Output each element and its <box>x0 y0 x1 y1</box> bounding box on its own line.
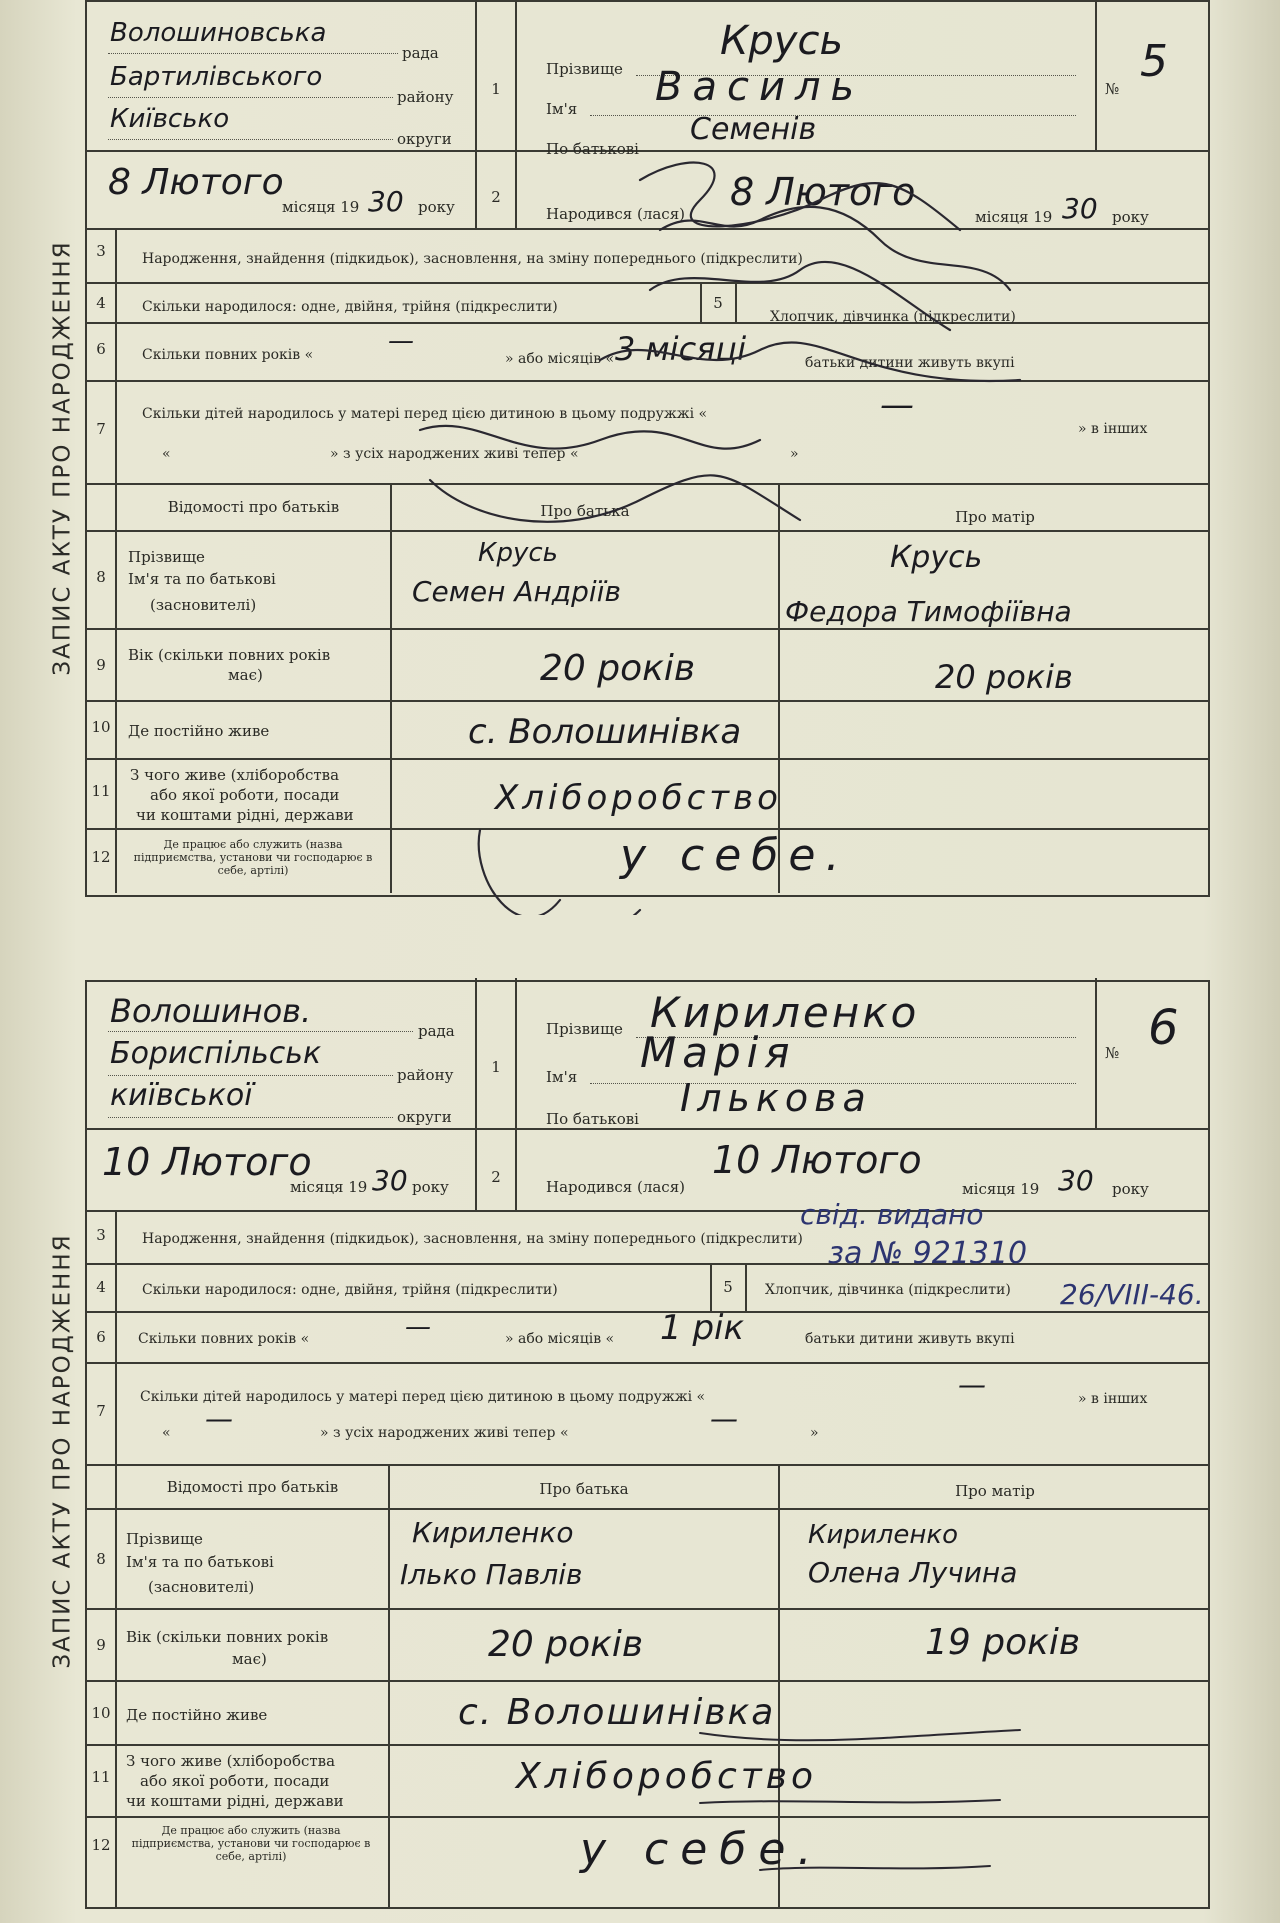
mother-header: Про матір <box>955 508 1035 526</box>
r8-name-label: Ім'я та по батькові <box>126 1553 274 1571</box>
name-value: Марія <box>640 1028 796 1077</box>
works-at-value: у себе. <box>580 1824 824 1875</box>
row7-other-label: » в інших <box>1078 1391 1148 1407</box>
children-alive-value: — <box>710 1402 738 1435</box>
born-month-label: місяця 19 <box>975 208 1053 226</box>
row6-together-label: батьки дитини живуть вкупі <box>805 355 1015 371</box>
mother-name: Федора Тимофіївна <box>785 595 1072 628</box>
father-header: Про батька <box>539 1480 629 1498</box>
rada-label: рада <box>418 1022 455 1040</box>
row6-months-label: » або місяців « <box>505 351 615 367</box>
patronymic-value: Ількова <box>680 1076 872 1120</box>
row7-label: Скільки дітей народилось у матері перед цією дитиною в цьому подружжі « <box>140 1389 706 1405</box>
surname-value: Кириленко <box>650 988 920 1037</box>
certificate-date-note: 26/VIII-46. <box>1060 1278 1204 1311</box>
r10-label: Де постійно живе <box>128 722 270 740</box>
month-label: місяця 19 <box>290 1178 368 1196</box>
r12-label: Де працює або служить (назва підприємства, установи чи господарює в себе, артілі) <box>131 1824 371 1863</box>
r11-work-label: або якої роботи, посади <box>140 1772 330 1790</box>
name-label: Ім'я <box>546 100 578 118</box>
born-label: Народився (лася) <box>546 205 686 223</box>
residence-value: с. Волошинівка <box>458 1692 776 1733</box>
r9-has-label: має) <box>232 1650 267 1668</box>
row3-label: Народження, знайдення (підкидьок), засновлення, на зміну попереднього (підкреслити) <box>142 251 803 267</box>
mother-age: 20 років <box>935 658 1073 696</box>
handwritten-scribble-icon <box>0 0 1280 915</box>
name-label: Ім'я <box>546 1068 578 1086</box>
record-number: 5 <box>1140 36 1168 87</box>
r11-funds-label: чи коштами рідні, держави <box>126 1792 344 1810</box>
year-label: року <box>412 1178 449 1196</box>
mother-name: Олена Лучина <box>808 1556 1018 1589</box>
row4-label: Скільки народилося: одне, двійня, трійня (підкреслити) <box>142 299 558 315</box>
father-surname: Кириленко <box>412 1516 574 1549</box>
parents-header: Відомості про батьків <box>166 1478 339 1496</box>
name-value: Василь <box>655 64 865 110</box>
row4-label: Скільки народилося: одне, двійня, трійня (підкреслити) <box>142 1282 558 1298</box>
row7-alive-label: » з усіх народжених живі тепер « <box>320 1425 569 1441</box>
row3-label: Народження, знайдення (підкидьок), засновлення, на зміну попереднього (підкреслити) <box>142 1231 803 1247</box>
certificate-number-note: за № 921310 <box>828 1236 1028 1271</box>
r8-founder-label: (засновителі) <box>148 1578 255 1596</box>
number-label: № <box>1105 80 1120 98</box>
okruha-value: Київсько <box>110 104 230 134</box>
father-name: Ілько Павлів <box>400 1558 583 1591</box>
raion-label: району <box>397 1066 454 1084</box>
row5-label: Хлопчик, дівчинка (підкреслити) <box>770 309 1016 325</box>
born-year-label: року <box>1112 208 1149 226</box>
row7-label: Скільки дітей народилось у матері перед цією дитиною в цьому подружжі « <box>142 406 708 422</box>
residence-value: с. Волошинівка <box>468 712 742 752</box>
row5-label: Хлопчик, дівчинка (підкреслити) <box>765 1282 1011 1298</box>
born-day-value: 8 Лютого <box>730 170 916 214</box>
row7-other-label: » в інших <box>1078 421 1148 437</box>
r9-has-label: має) <box>228 666 263 684</box>
okruha-label: округи <box>397 130 452 148</box>
birth-record-2: ЗАПИС АКТУ ПРО НАРОДЖЕННЯ Волошинов. рада Бориспільськ району київської округи 10 Лютого місяця 19 30 року 1 2 Прізвище Кириленко Ім'я Марія По батькові Ількова № 6 Народився (лася) 10 Лютого місяця 19 30 року свід. видано за № 921310 26/VIII-46. 3 Народження, знайдення (підкидьок), засновлення, на зміну попереднього (підкреслити) 4 Скільки народилося: одне, двійня, трійня (підкреслити) 5 Хлопчик, дівчинка (підкреслити) 6 Скільки повних років « — » або місяців « 1 рік батьки дитини живуть вкупі 7 Скільки дітей народилось у матері перед цією дитиною в цьому подружжі « — » в інших « — » з усіх народжених живі тепер « — » Відомості про батьків Про батька Про матір 8 Прізвище Ім'я та по батькові (засновителі) Кириленко Ілько Павлів Кириленко Олена Лучина 9 Вік (скільки повних років має) 20 років 19 років 10 Де постійно живе с. Волошинівка 11 З чого живе (хліборобства або якої роботи, посади чи коштами рідні, держави Хліборобство 12 Де працює або служить (назва підприємства, установи чи господарює в себе, артілі) у себе. <box>0 978 1280 1923</box>
r8-founder-label: (засновителі) <box>150 596 257 614</box>
row6-label: Скільки повних років « <box>138 1331 310 1347</box>
r11-label: З чого живе (хліборобства <box>130 766 340 784</box>
works-at-value: у себе. <box>620 830 850 881</box>
children-before-value: — <box>958 1368 986 1401</box>
r8-label: Прізвище <box>128 548 205 566</box>
parents-header: Відомості про батьків <box>167 498 340 516</box>
father-name: Семен Андріїв <box>412 575 621 608</box>
surname-label: Прізвище <box>546 1020 623 1038</box>
raion-label: району <box>397 88 454 106</box>
father-header: Про батька <box>540 502 630 520</box>
okruha-label: округи <box>397 1108 452 1126</box>
row7-end-label: » <box>810 1425 819 1441</box>
born-day-value: 10 Лютого <box>712 1138 922 1182</box>
record-date-year: 30 <box>368 185 404 218</box>
years-together-value: — <box>388 326 414 356</box>
born-label: Народився (лася) <box>546 1178 686 1196</box>
row6-label: Скільки повних років « <box>142 347 314 363</box>
side-title: ЗАПИС АКТУ ПРО НАРОДЖЕННЯ <box>50 1232 76 1669</box>
r12-label: Де працює або служить (назва підприємства, установи чи господарює в себе, артілі) <box>133 838 373 877</box>
r8-label: Прізвище <box>126 1530 203 1548</box>
raion-value: Бориспільськ <box>110 1036 322 1071</box>
father-surname: Крусь <box>478 538 558 568</box>
occupation-value: Хліборобство <box>495 778 782 818</box>
month-label: місяця 19 <box>282 198 360 216</box>
children-before-value: — <box>880 385 914 425</box>
mother-age: 19 років <box>925 1622 1081 1663</box>
r11-label: З чого живе (хліборобства <box>126 1752 336 1770</box>
row7-quote-label: « <box>162 446 171 462</box>
years-together-value: — <box>405 1312 431 1342</box>
raion-value: Бартилівського <box>110 62 323 92</box>
father-age: 20 років <box>488 1624 644 1665</box>
certificate-note: свід. видано <box>800 1198 984 1231</box>
born-year-value: 30 <box>1062 192 1098 225</box>
r9-label: Вік (скільки повних років <box>126 1628 329 1646</box>
number-label: № <box>1105 1044 1120 1062</box>
rada-label: рада <box>402 44 439 62</box>
surname-value: Крусь <box>720 18 844 64</box>
birth-record-1: ЗАПИС АКТУ ПРО НАРОДЖЕННЯ Волошиновська рада Бартилівського району Київсько округи 8 Лютого місяця 19 30 року 1 2 Прізвище Крусь Ім'я Василь По батькові Семенів № 5 Народився (лася) 8 Лютого місяця 19 30 року 3 Народження, знайдення (підкидьок), засновлення, на зміну попереднього (підкреслити) 4 Скільки народилося: одне, двійня, трійня (підкреслити) 5 Хлопчик, дівчинка (підкреслити) 6 Скільки повних років « — » або місяців « 3 місяці батьки дитини живуть вкупі 7 Скільки дітей народилось у матері перед цією дитиною в цьому подружжі « — » в інших « » з усіх народжених живі тепер « » Відомості про батьків Про батька Про матір 8 Прізвище Ім'я та по батькові (засновителі) Крусь Семен Андріїв Крусь Федора Тимофіївна 9 Вік (скільки повних років має) 20 років 20 років 10 Де постійно живе с. Волошинівка 11 З чого живе (хліборобства або якої роботи, посади чи коштами рідні, держави Хліборобство 12 Де працює або служить (назва підприємства, установи чи господарює в себе, артілі) у себе. <box>0 0 1280 915</box>
handwritten-underline-icon <box>0 978 1280 1923</box>
born-year-value: 30 <box>1058 1164 1094 1197</box>
row6-together-label: батьки дитини живуть вкупі <box>805 1331 1015 1347</box>
months-together-value: 1 рік <box>660 1308 745 1348</box>
r10-label: Де постійно живе <box>126 1706 268 1724</box>
mother-header: Про матір <box>955 1482 1035 1500</box>
r11-funds-label: чи коштами рідні, держави <box>136 806 354 824</box>
r9-label: Вік (скільки повних років <box>128 646 331 664</box>
patronymic-label: По батькові <box>546 140 639 158</box>
row7-end-label: » <box>790 446 799 462</box>
r11-work-label: або якої роботи, посади <box>150 786 340 804</box>
born-year-label: року <box>1112 1180 1149 1198</box>
occupation-value: Хліборобство <box>516 1756 817 1797</box>
rada-value: Волошиновська <box>110 18 327 48</box>
surname-label: Прізвище <box>546 60 623 78</box>
row7-quote-label: « <box>162 1425 171 1441</box>
mother-surname: Кириленко <box>808 1520 958 1550</box>
record-date-day: 8 Лютого <box>108 162 284 203</box>
months-together-value: 3 місяці <box>615 330 747 368</box>
side-title: ЗАПИС АКТУ ПРО НАРОДЖЕННЯ <box>50 239 76 676</box>
rada-value: Волошинов. <box>110 992 312 1030</box>
children-other-value: — <box>205 1402 233 1435</box>
father-age: 20 років <box>540 648 696 689</box>
row7-alive-label: » з усіх народжених живі тепер « <box>330 446 579 462</box>
record-number: 6 <box>1148 1000 1179 1056</box>
patronymic-value: Семенів <box>690 112 817 147</box>
record-date-day: 10 Лютого <box>102 1140 312 1184</box>
patronymic-label: По батькові <box>546 1110 639 1128</box>
okruha-value: київської <box>110 1078 253 1113</box>
record-date-year: 30 <box>372 1164 408 1197</box>
mother-surname: Крусь <box>890 540 983 575</box>
row6-months-label: » або місяців « <box>505 1331 615 1347</box>
born-month-label: місяця 19 <box>962 1180 1040 1198</box>
r8-name-label: Ім'я та по батькові <box>128 570 276 588</box>
year-label: року <box>418 198 455 216</box>
